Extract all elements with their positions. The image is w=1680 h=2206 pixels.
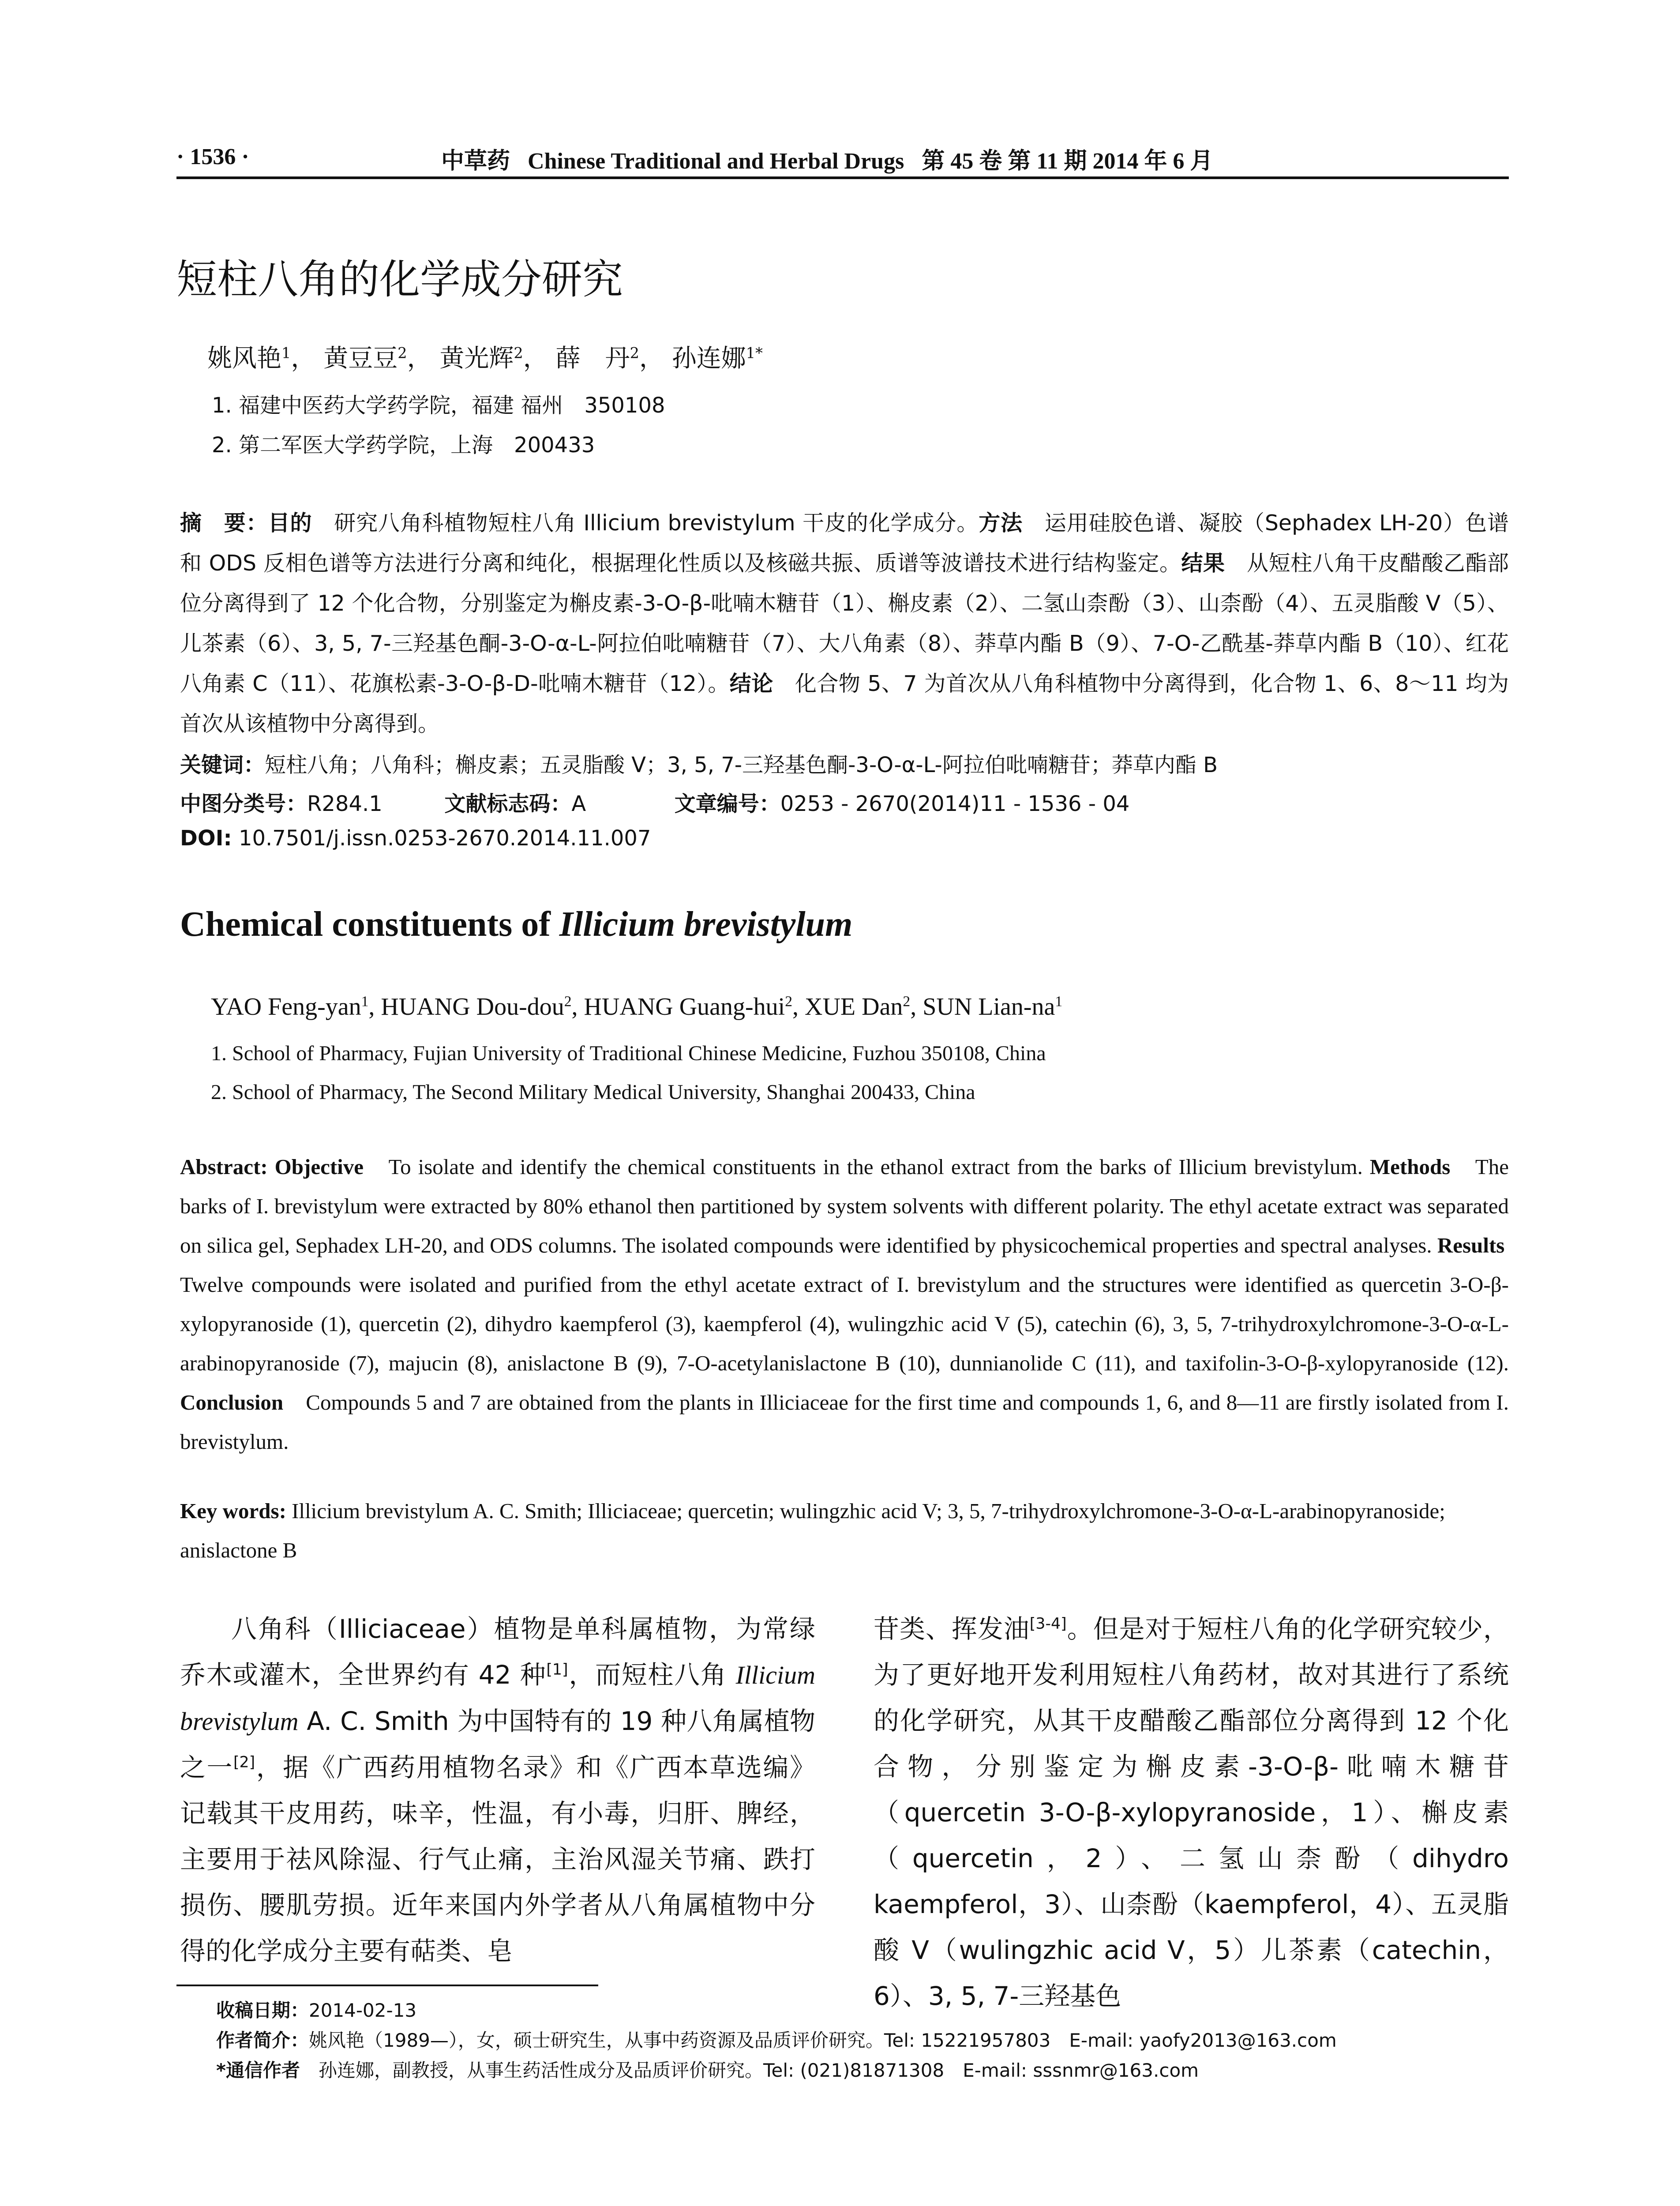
body-left-text-3: A. C. Smith 为中国特有的 19 种八角属植物之一 [180, 1706, 815, 1782]
footnote-received [216, 1996, 416, 2022]
keywords-cn-label: 关键词： [180, 753, 265, 777]
journal-issue: 第 45 卷 第 11 期 2014 年 6 月 [922, 149, 1213, 174]
abstract-cn [180, 503, 1509, 744]
corresponding-info: 孙连娜，副教授，从事生药活性成分及品质评价研究。Tel: (021)81871308 E-mail: sssnmr@163.com [300, 2060, 1199, 2081]
keywords-en-label: Key words: [180, 1499, 286, 1523]
author-cn-sup: 2 [398, 344, 407, 362]
affiliation-en-2: 2. School of Pharmacy, The Second Military Medical University, Shanghai 200433, China [211, 1080, 975, 1104]
keywords-cn [180, 748, 1218, 778]
received-label: 收稿日期： [216, 2000, 309, 2021]
results-en: Twelve compounds were isolated and purified from the ethyl acetate extract of I. brevistylum and the structures were identified as quercetin 3-O-β-xylopyranoside (1), quercetin (2), dihydro kaempferol (3), kaempferol (4), wulingzhic acid V (5), catechin (6), 3, 5, 7-trihydroxylchromone-3-O-α-L-arabinopyranoside (7), majucin (8), anislactone B (9), 7-O-acetylanislactone B (10), dunnianolide C (11), and taxifolin-3-O-β-xylopyranoside (12). [180, 1233, 1526, 1375]
footnote-corresponding [216, 2056, 1199, 2082]
author-bio-label: 作者简介： [216, 2030, 309, 2051]
author-en-sup: 1 [361, 993, 369, 1010]
classification-line [180, 787, 1129, 817]
abstract-en-label: Abstract: Objective [180, 1155, 364, 1179]
journal-name-en: Chinese Traditional and Herbal Drugs [528, 149, 904, 174]
conclusion-label-cn: 结论 [729, 671, 773, 696]
author-en: HUANG Dou-dou [381, 993, 564, 1020]
article-no-label: 文章编号： [674, 792, 780, 816]
author-cn: 孙连娜 [671, 344, 746, 373]
keywords-en-text: Illicium brevistylum A. C. Smith; Illiciaceae; quercetin; wulingzhic acid V; 3, 5, 7-trihydroxylchromone-3-O-α-L-arabinopyranoside; anislactone B [180, 1499, 1445, 1562]
corresponding-label: *通信作者 [216, 2060, 300, 2081]
author-cn: 黄光辉 [439, 344, 514, 373]
body-right-text-2: 。但是对于短柱八角的化学研究较少，为了更好地开发利用短柱八角药材，故对其进行了系统的化学研究，从其干皮醋酸乙酯部位分离得到 12 个化合物，分别鉴定为槲皮素-3-O-β-吡喃木糖苷（quercetin 3-O-β-xylopyranoside，1）、槲皮素（quercetin，2）、二氢山柰酚（dihydro kaempferol，3）、山柰酚（kaempferol，4）、五灵脂酸 V（wulingzhic acid V，5）儿茶素（catechin，6）、3, 5, 7-三羟基色 [874, 1614, 1509, 2011]
title-en [180, 904, 852, 945]
doc-code-value: A [571, 792, 586, 816]
results-label-cn: 结果 [1181, 551, 1225, 576]
objective-en: To isolate and identify the chemical constituents in the ethanol extract from the barks of Illicium brevistylum. [364, 1155, 1363, 1179]
keywords-en [180, 1491, 1509, 1570]
citation: [1] [546, 1661, 568, 1679]
author-cn-sup: 1* [746, 344, 763, 362]
objective-label-cn: 目的 [268, 510, 312, 536]
doi-value: 10.7501/j.issn.0253-2670.2014.11.007 [232, 826, 651, 851]
affiliation-cn-2: 2. 第二军医大学药学院，上海 200433 [212, 433, 595, 458]
author-cn-sup: 2 [514, 344, 523, 362]
page-number: · 1536 · [176, 144, 249, 169]
methods-label-cn: 方法 [979, 510, 1023, 536]
author-en: XUE Dan [805, 993, 903, 1020]
body-column-right [874, 1606, 1509, 2019]
conclusion-en: Compounds 5 and 7 are obtained from the plants in Illiciaceae for the first time and compounds 1, 6, and 8—11 are firstly isolated from I. brevistylum. [180, 1390, 1509, 1454]
conclusion-label-en: Conclusion [180, 1390, 284, 1414]
abstract-en [180, 1147, 1526, 1461]
authors-en: YAO Feng-yan$^1$, HUANG Dou-dou$^2$, HUANG Guang-hui$^2$, XUE Dan$^2$, SUN Lian-$na^1$ [211, 993, 1063, 1020]
author-cn: 姚风艳 [207, 344, 281, 373]
author-cn-sup: 2 [630, 344, 639, 362]
author-bio: 姚风艳（1989—），女，硕士研究生，从事中药资源及品质评价研究。Tel: 15221957803 E-mail: yaofy2013@163.com [309, 2030, 1337, 2051]
body-left-text-1: 八角科（Illiciaceae）植物是单科属植物，为常绿乔木或灌木，全世界约有 42 种 [180, 1614, 815, 1690]
author-cn: 黄豆豆 [323, 344, 398, 373]
methods-label-en: Methods [1369, 1155, 1451, 1179]
author-en-sup: 1 [1055, 993, 1063, 1010]
author-en-sup: 2 [785, 993, 793, 1010]
footnote-author [216, 2026, 1337, 2052]
author-en-sup: 2 [564, 993, 572, 1010]
title-cn: 短柱八角的化学成分研究 [176, 256, 623, 303]
author-cn-sup: 1 [281, 344, 291, 362]
abstract-cn-label: 摘 要： [180, 510, 268, 536]
methods-en: The barks of I. brevistylum were extracted by 80% ethanol then partitioned by system solvents with different polarity. The ethyl acetate extract was separated on silica gel, Sephadex LH-20, and ODS columns. The isolated compounds were identified by physicochemical properties and spectral analyses. [180, 1155, 1509, 1257]
affiliation-en-1: 1. School of Pharmacy, Fujian University of Traditional Chinese Medicine, Fuzhou 350108, China [211, 1042, 1046, 1065]
body-left-text-4: ，据《广西药用植物名录》和《广西本草选编》记载其干皮用药，味辛，性温，有小毒，归肝、脾经，主要用于祛风除湿、行气止痛，主治风湿关节痛、跌打损伤、腰肌劳损。近年来国内外学者从八角属植物中分得的化学成分主要有萜类、皂 [180, 1752, 815, 1966]
methods-cn: 运用硅胶色谱、凝胶（Sephadex LH-20）色谱和 ODS 反相色谱等方法进行分离和纯化，根据理化性质以及核磁共振、质谱等波谱技术进行结构鉴定。 [180, 510, 1509, 576]
author-cn: 薛 丹 [555, 344, 630, 373]
body-right-text-1: 苷类、挥发油 [874, 1614, 1030, 1644]
body-left-text-2: ，而短柱八角 [568, 1660, 736, 1690]
species-name: Illicium brevistylum [180, 1661, 816, 1736]
doi-line [180, 826, 651, 851]
running-header [176, 140, 1509, 178]
footnote-rule [176, 1985, 598, 1986]
received-date: 2014-02-13 [309, 2000, 417, 2021]
results-cn: 从短柱八角干皮醋酸乙酯部位分离得到了 12 个化合物，分别鉴定为槲皮素-3-O-β-吡喃木糖苷（1）、槲皮素（2）、二氢山柰酚（3）、山柰酚（4）、五灵脂酸 V（5）、儿茶素（6）、3, 5, 7-三羟基色酮-3-O-α-L-阿拉伯吡喃糖苷（7）、大八角素（8）、莽草内酯 B（9）、7-O-乙酰基-莽草内酯 B（10）、红花八角素 C（11）、花旗松素-3-O-β-D-吡喃木糖苷（12）。 [180, 551, 1509, 696]
journal-title [441, 142, 1213, 175]
keywords-cn-text: 短柱八角；八角科；槲皮素；五灵脂酸 V；3, 5, 7-三羟基色酮-3-O-α-L-阿拉伯吡喃糖苷；莽草内酯 B [265, 753, 1218, 777]
header-rule [176, 176, 1509, 179]
clc-label: 中图分类号： [180, 792, 308, 816]
citation: [3-4] [1029, 1615, 1067, 1633]
author-en: YAO Feng-yan [211, 993, 361, 1020]
objective-cn: 研究八角科植物短柱八角 Illicium brevistylum 干皮的化学成分。 [312, 510, 979, 536]
title-en-species: Illicium brevistylum [559, 905, 853, 944]
article-no-value: 0253 - 2670(2014)11 - 1536 - 04 [780, 792, 1130, 816]
clc-value: R284.1 [307, 792, 382, 816]
results-label-en: Results [1437, 1233, 1505, 1257]
affiliation-cn-1: 1. 福建中医药大学药学院，福建 福州 350108 [212, 393, 665, 418]
authors-cn: 姚风艳$^1$， 黄豆豆$^2$， 黄光辉$^2$， 薛 丹$^2$， 孙连娜$^{1*}$ [207, 344, 763, 373]
body-column-left [180, 1606, 815, 1974]
author-en: SUN Lian-na [922, 993, 1055, 1020]
journal-name-cn: 中草药 [441, 147, 510, 174]
doi-label: DOI: [180, 826, 232, 851]
citation: [2] [233, 1753, 255, 1771]
author-en: HUANG Guang-hui [584, 993, 785, 1020]
title-en-plain: Chemical constituents of [180, 905, 559, 944]
conclusion-cn: 化合物 5、7 为首次从八角科植物中分离得到，化合物 1、6、8～11 均为首次从该植物中分离得到。 [180, 671, 1509, 736]
doc-code-label: 文献标志码： [444, 792, 572, 816]
author-en-sup: 2 [903, 993, 911, 1010]
